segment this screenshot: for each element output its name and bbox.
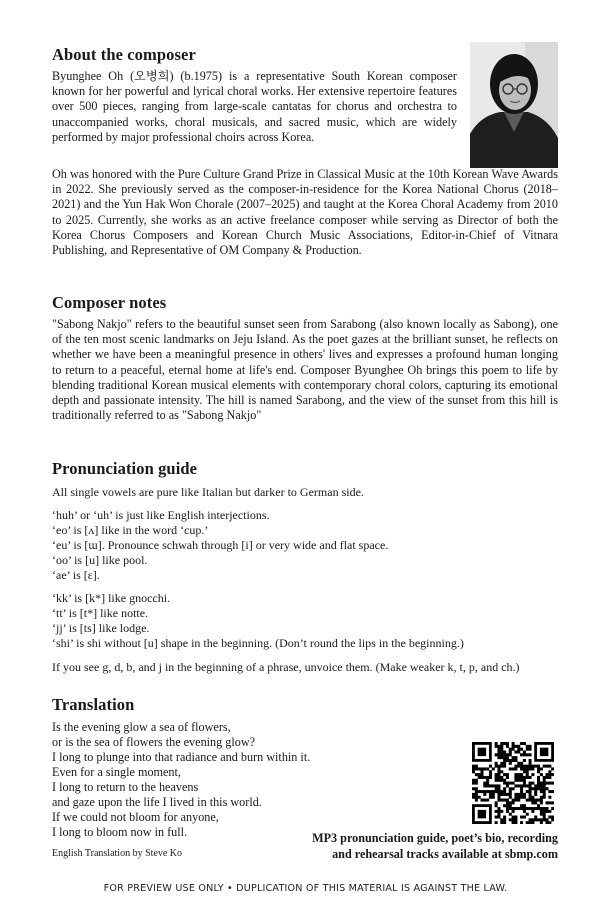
composer-portrait-image xyxy=(470,42,558,168)
translation-line: Even for a single moment, xyxy=(52,765,181,779)
promo-line-2: and rehearsal tracks available at sbmp.com xyxy=(332,847,558,861)
pronunciation-consonant-line: ‘tt’ is [t*] like notte. xyxy=(52,606,149,620)
about-composer-heading: About the composer xyxy=(52,45,196,64)
promo-line-1: MP3 pronunciation guide, poet’s bio, recording xyxy=(312,831,558,845)
about-composer-paragraph-2: Oh was honored with the Pure Culture Grand Prize in Classical Music at the 10th Korean Wave Awards in 2022. She previously served as the composer-in-residence for the Korea National Chorus (2018–2021) and the Yun Hak Won Chorale (2007–2025) and taught at the Korea Choral Academy from 2010 to 2025. Currently, she works as an active freelance composer while serving as Director of both the Korea Chorus Composers and Korean Church Music Associations, Editor-in-Chief of Vitnara Publishing, and Representative of OM Company & Production. xyxy=(52,167,558,258)
pronunciation-guide-heading: Pronunciation guide xyxy=(52,459,198,478)
qr-code[interactable] xyxy=(472,742,554,824)
composer-photo xyxy=(470,42,558,168)
pronunciation-intro: All single vowels are pure like Italian but darker to German side. xyxy=(52,485,364,499)
pronunciation-consonant-line: ‘jj’ is [ts] like lodge. xyxy=(52,621,150,635)
pronunciation-note: If you see g, d, b, and j in the beginning of a phrase, unvoice them. (Make weaker k, t, p, and ch.) xyxy=(52,660,520,674)
preview-footer: FOR PREVIEW USE ONLY • DUPLICATION OF THIS MATERIAL IS AGAINST THE LAW. xyxy=(103,883,508,894)
translation-line: I long to bloom now in full. xyxy=(52,825,188,839)
translation-line: I long to return to the heavens xyxy=(52,780,199,794)
translation-line: I long to plunge into that radiance and burn within it. xyxy=(52,750,311,764)
composer-notes-heading: Composer notes xyxy=(52,293,167,312)
pronunciation-vowel-line: ‘ae’ is [ɛ]. xyxy=(52,568,100,582)
pronunciation-vowel-line: ‘eu’ is [ɯ]. Pronounce schwah through [i] or very wide and flat space. xyxy=(52,538,389,552)
translation-line: or is the sea of flowers the evening glow? xyxy=(52,735,256,749)
about-composer-paragraph-1: Byunghee Oh (오병희) (b.1975) is a representative South Korean composer known for her powerful and lyrical choral works. Her extensive repertoire features over 500 pieces, ranging from large-scale cantatas for chorus and orchestra to unaccompanied works, choral musicals, and sacred music, which are widely performed by major professional choirs across Korea. xyxy=(52,69,457,144)
translation-line: If we could not bloom for anyone, xyxy=(52,810,219,824)
pronunciation-vowel-line: ‘eo’ is [ʌ] like in the word ‘cup.’ xyxy=(52,523,209,537)
pronunciation-consonant-line: ‘kk’ is [k*] like gnocchi. xyxy=(52,591,171,605)
translation-line: and gaze upon the life I lived in this world. xyxy=(52,795,262,809)
qr-code-icon xyxy=(472,742,554,824)
translation-line: Is the evening glow a sea of flowers, xyxy=(52,720,231,734)
pronunciation-vowel-line: ‘huh’ or ‘uh’ is just like English interjections. xyxy=(52,508,270,522)
translation-heading: Translation xyxy=(52,695,135,714)
translation-credit: English Translation by Steve Ko xyxy=(52,848,183,859)
composer-notes-paragraph: "Sabong Nakjo" refers to the beautiful sunset seen from Sarabong (also known locally as Sabong), one of the ten most scenic landmarks on Jeju Island. As the poet gazes at the brilliant sunset, he reflects on whether we have been a meaningful presence in others' lives and expresses a profound human longing to return to a peaceful, eternal home at life's end. Composer Byunghee Oh brings this poem to life by blending traditional Korean musical elements with contemporary choral colors, capturing its emotional depth and passionate intensity. The hill is named Sarabong, and the view of the sunset from this hill is traditionally referred to as "Sabong Nakjo" xyxy=(52,317,558,423)
pronunciation-consonant-line: ‘shi’ is shi without [u] shape in the beginning. (Don’t round the lips in the beginning.) xyxy=(52,636,464,650)
pronunciation-vowel-line: ‘oo’ is [u] like pool. xyxy=(52,553,148,567)
